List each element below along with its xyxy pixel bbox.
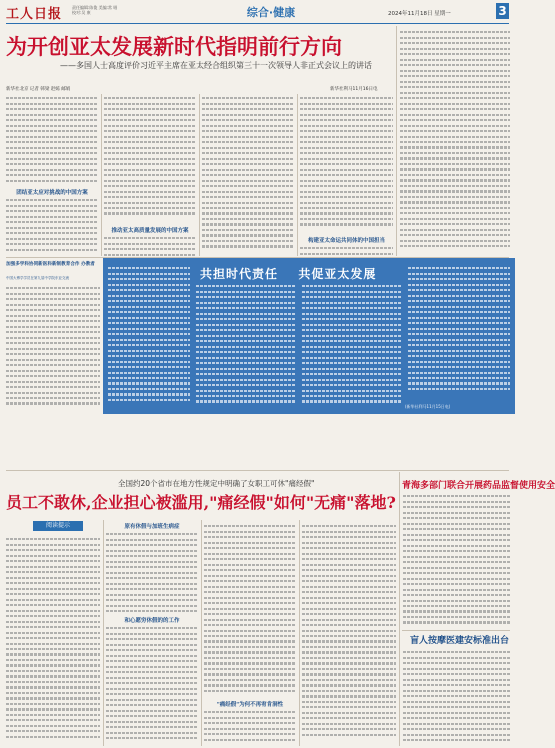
column-rule [399,472,400,746]
feature-text-col3 [302,282,402,408]
second-column-3b [204,708,296,746]
right-story-1-title: 青海多部门联合开展药品监督使用安全 [402,481,555,491]
second-subhead-1: 原有休假与加班生病症 [124,524,180,530]
section-title: 综合·健康 [246,6,296,19]
side-story-subtitle: 中国大博学学员在第九届中学院东亚交流 [6,276,69,280]
lead-subheadline: ——多国人士高度评价习近平主席在亚太经合组织第三十一次领导人非正式会议上的讲话 [60,61,372,70]
side-story-title: 加强多学科协同新医科新制教育合作 办教者 [6,262,95,267]
page-number: 3 [496,3,509,19]
story-rule [402,630,510,631]
lead-headline: 为开创亚太发展新时代指明前行方向 [6,34,342,59]
column-rule [103,520,104,746]
feature-title-left: 共担时代责任 [200,267,279,281]
lead-column-1a [6,94,98,186]
second-column-3a [204,522,296,698]
newspaper-logo: 工人日报 [6,7,63,22]
editor-credits: 责任编辑:陈俊 美编:常 唱 校对:吴 康 [72,5,118,15]
column-rule [299,520,300,746]
lead-column-1b [6,196,98,254]
lead-column-2a [104,94,196,224]
second-subhead-2: 和心愿穷休假的的工作 [124,618,180,624]
lead-column-4a [300,94,393,232]
lead-dateline: 新华社利马11月16日电 [330,87,378,92]
column-rule [396,26,397,256]
column-rule [297,94,298,256]
lead-subhead-3: 构建亚太命运共同体的中国担当 [307,238,385,244]
second-headline: 员工不敢休,企业担心被滥用,"痛经假"如何"无痛"落地? [6,493,396,512]
lead-column-2b [104,234,196,256]
second-subhead-3: "痛经假"为何不再宥肯洞性 [216,702,284,708]
feature-text-col1 [108,264,190,408]
reading-tip-badge: 阅读提示 [33,521,83,531]
lead-column-3 [202,94,294,256]
right-column-text [400,28,510,254]
second-column-2b [106,624,198,744]
masthead [6,3,509,21]
side-story-text [6,284,100,412]
feature-title-right: 共促亚太发展 [298,267,377,281]
feature-title [200,265,400,282]
lead-subhead-2: 推动亚太高质量发展的中国方案 [111,228,189,234]
feature-text-col2 [196,282,296,408]
feature-text-col4 [408,264,510,402]
header-rule [6,23,509,24]
second-column-1 [6,535,100,745]
feature-caption: (新华社利马11月15日电) [405,404,451,409]
column-rule [201,520,202,746]
lead-column-4b [300,244,393,256]
right-story-2-title: 盲人按摩医建安标准出台 [410,636,510,646]
column-rule [199,94,200,256]
column-rule [101,94,102,256]
second-column-2a [106,530,198,614]
section-rule [6,470,509,471]
second-column-4 [302,522,396,744]
right-story-2-text [403,648,511,744]
right-story-1-text [403,492,511,628]
issue-date: 2024年11月18日 星期一 [388,11,451,17]
lead-subhead-1: 团结亚太应对挑战的中国方案 [16,190,88,196]
lead-byline: 新华社北京 记者 韩梁 赵嫣 邮娟 [6,87,71,92]
second-kicker: 全国约20个省市在地方性规定中明确了女职工可休"痛经假" [118,479,315,488]
